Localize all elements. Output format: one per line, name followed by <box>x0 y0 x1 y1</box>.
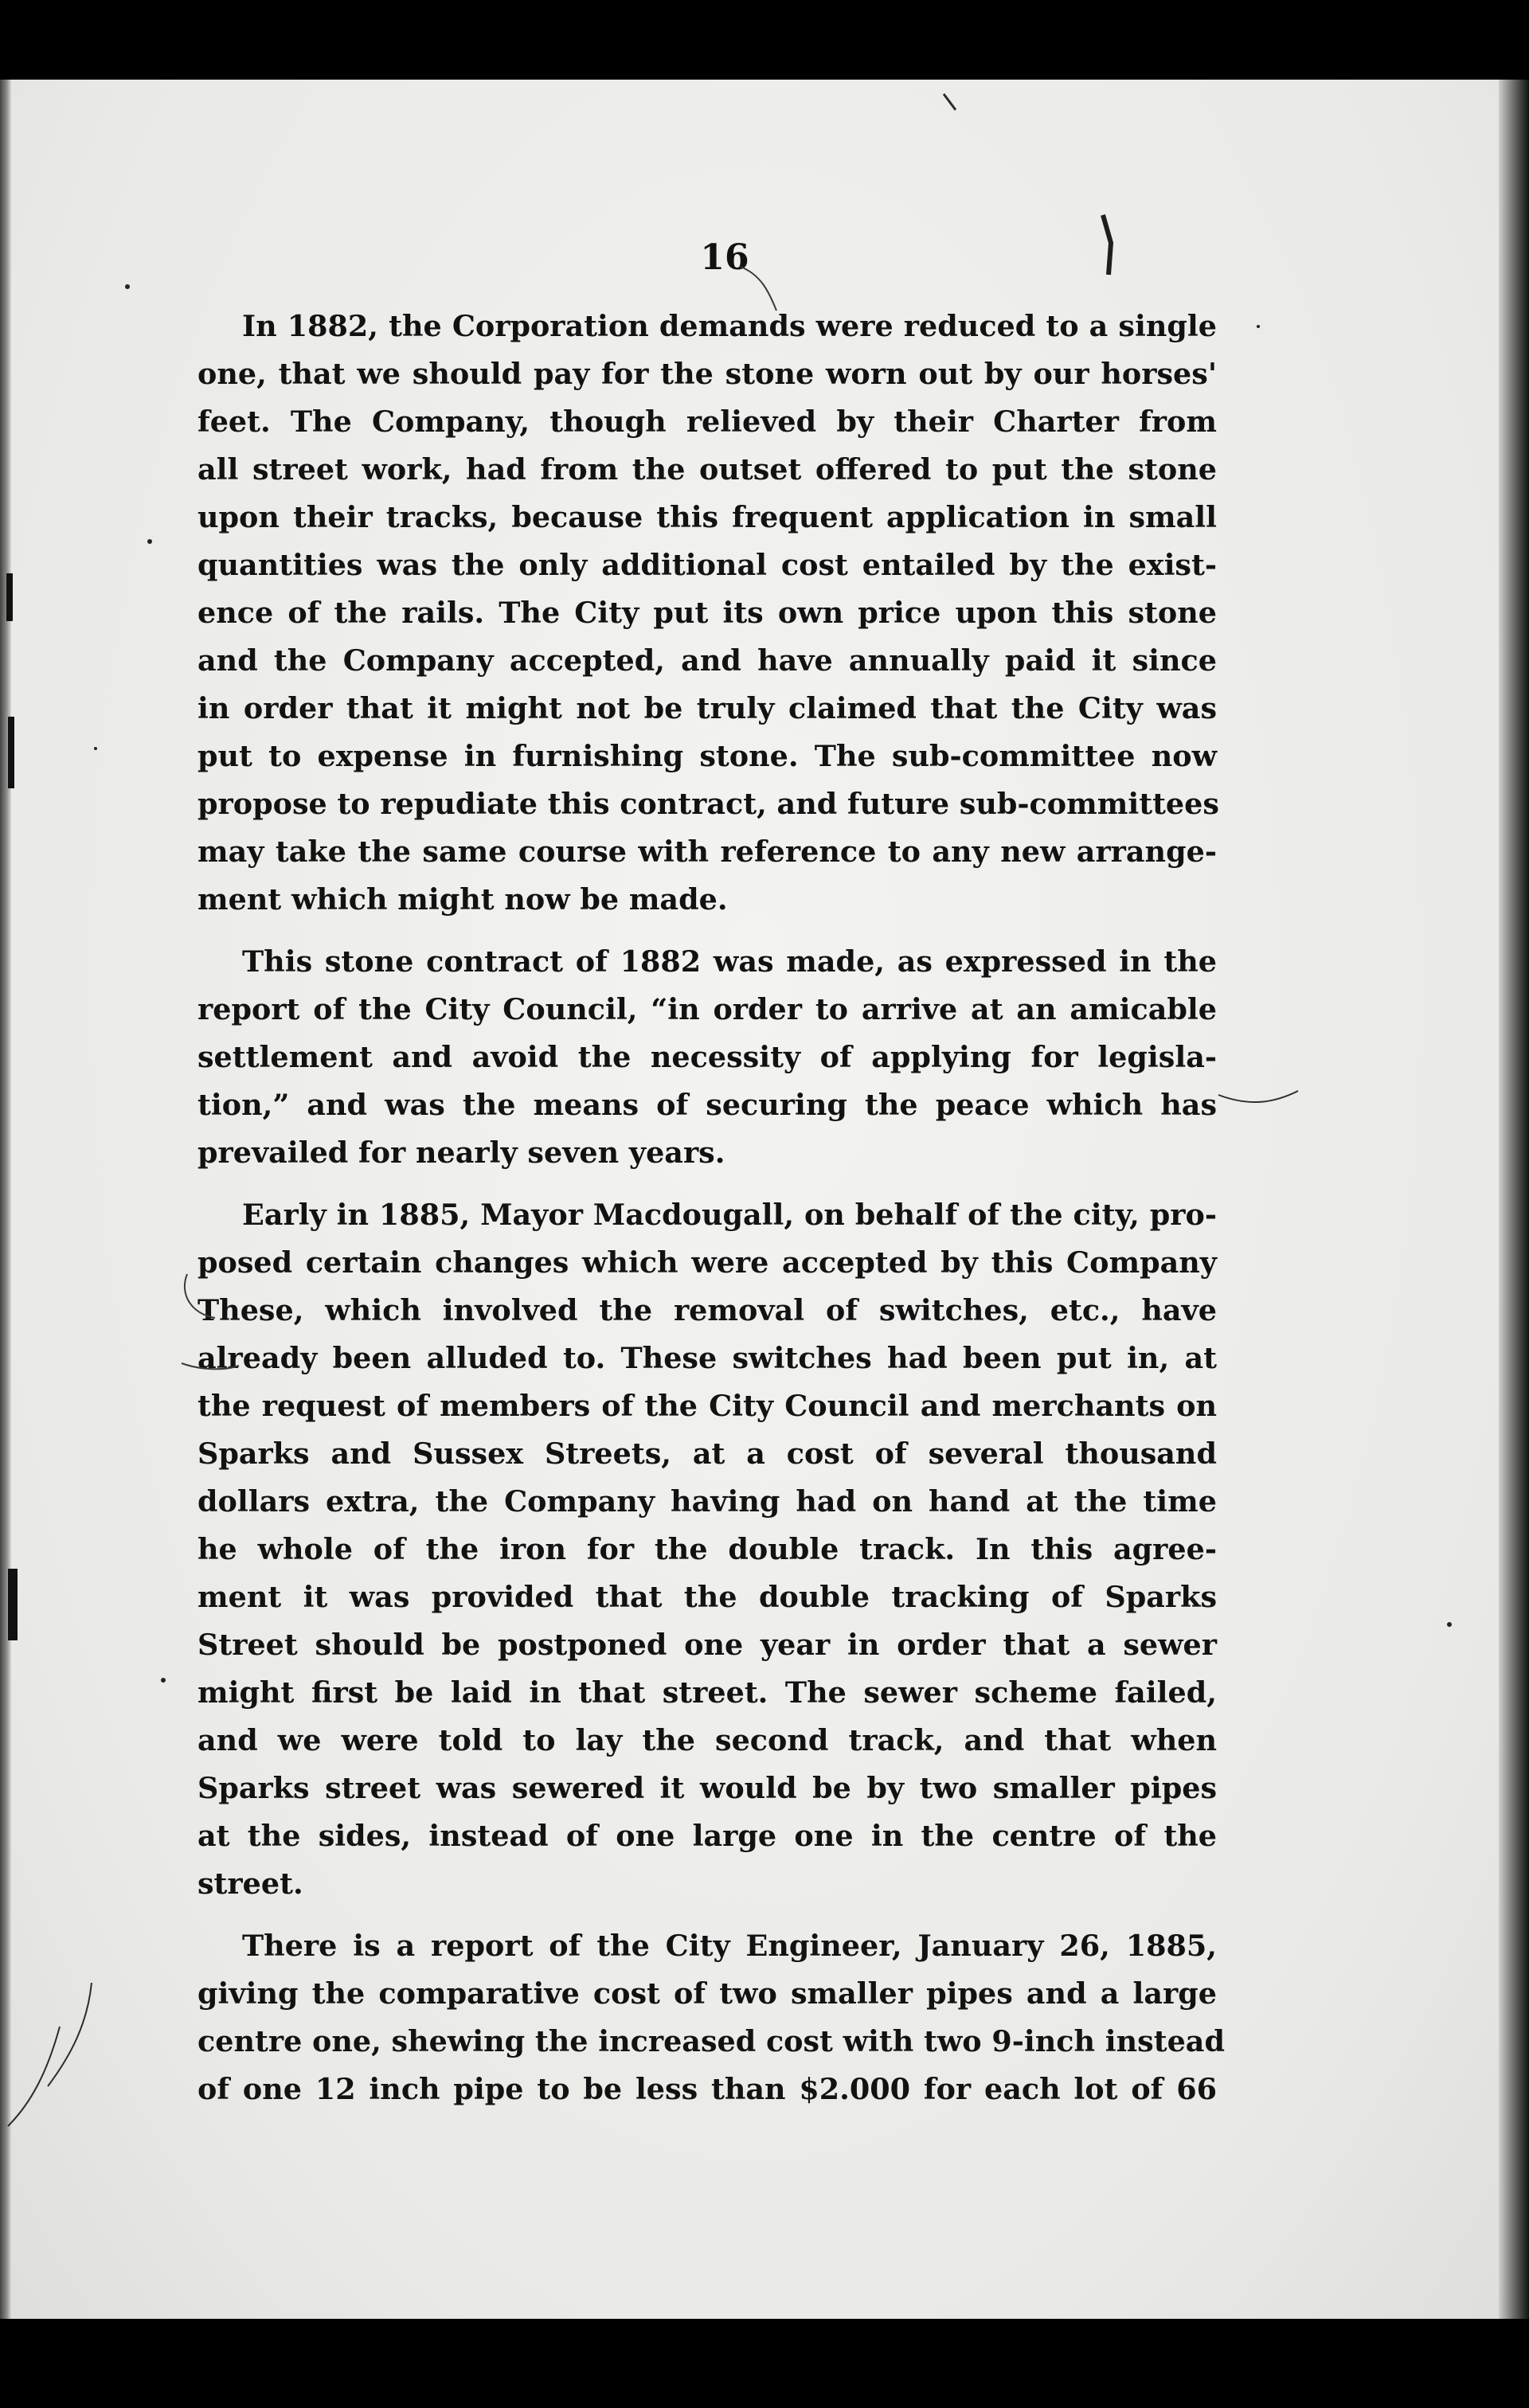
text-line: In 1882, the Corporation demands were reduced to a single <box>242 309 1217 343</box>
speck-6 <box>1257 325 1260 328</box>
text-line: already been alluded to. These switches had been put in, at <box>197 1341 1217 1375</box>
pencil-stroke-near-number <box>741 267 776 311</box>
text-line: centre one, shewing the increased cost with two 9-inch instead <box>197 2024 1225 2058</box>
text-line: quantities was the only additional cost entailed by the exist- <box>197 548 1217 582</box>
text-line: Street should be postponed one year in order that a sewer <box>197 1628 1217 1662</box>
text-line: dollars extra, the Company having had on hand at the time <box>197 1484 1217 1519</box>
pencil-line-lower-left <box>48 1983 92 2086</box>
pencil-curve-left <box>185 1274 215 1318</box>
pencil-curve-right <box>1218 1091 1298 1102</box>
speck-2 <box>147 539 152 544</box>
speck-5 <box>161 1678 166 1683</box>
text-line: in order that it might not be truly claimed that the City was <box>197 691 1217 725</box>
text-line: of one 12 inch pipe to be less than $2.000 for each lot of 66 <box>197 2072 1217 2106</box>
pencil-curve-left-2 <box>182 1363 239 1369</box>
text-line: may take the same course with reference to any new arrange- <box>197 835 1217 869</box>
text-line: ment which might now be made. <box>197 882 728 917</box>
text-line: upon their tracks, because this frequent application in small <box>197 500 1217 534</box>
text-line: Early in 1885, Mayor Macdougall, on behalf of the city, pro- <box>242 1198 1217 1232</box>
binding-mark-3 <box>8 1569 18 1640</box>
text-line: giving the comparative cost of two smaller pipes and a large <box>197 1976 1217 2011</box>
text-line: settlement and avoid the necessity of applying for legisla- <box>197 1040 1217 1074</box>
binding-mark-2 <box>8 717 14 788</box>
text-line: posed certain changes which were accepted by this Company <box>197 1245 1217 1280</box>
pencil-line-bottom-left <box>8 2027 60 2126</box>
text-line: and we were told to lay the second track, and that when <box>197 1723 1217 1757</box>
text-line: propose to repudiate this contract, and future sub-committees <box>197 787 1219 821</box>
text-line: tion,” and was the means of securing the peace which has <box>197 1088 1217 1122</box>
text-line: the request of members of the City Council and merchants on <box>197 1389 1217 1423</box>
text-line: report of the City Council, “in order to arrive at an amicable <box>197 992 1217 1026</box>
text-line: These, which involved the removal of switches, etc., have <box>197 1293 1217 1327</box>
binding-mark-1 <box>6 573 13 621</box>
text-line: prevailed for nearly seven years. <box>197 1136 725 1170</box>
text-line: street. <box>197 1867 303 1901</box>
pencil-tick-top <box>944 94 956 110</box>
text-line: feet. The Company, though relieved by their Charter from <box>197 405 1217 439</box>
text-line: There is a report of the City Engineer, January 26, 1885, <box>242 1929 1217 1963</box>
text-line: put to expense in furnishing stone. The sub-committee now <box>197 739 1217 773</box>
speck-4 <box>1447 1622 1452 1627</box>
text-line: ence of the rails. The City put its own price upon this stone <box>197 596 1217 630</box>
text-line: he whole of the iron for the double track. In this agree- <box>197 1532 1217 1566</box>
text-line: might first be laid in that street. The sewer scheme failed, <box>197 1675 1217 1710</box>
text-line: ment it was provided that the double tracking of Sparks <box>197 1580 1217 1614</box>
speck-3 <box>94 747 97 750</box>
text-line: This stone contract of 1882 was made, as expressed in the <box>242 944 1217 979</box>
text-line: one, that we should pay for the stone worn out by our horses' <box>197 357 1217 391</box>
text-line: Sparks and Sussex Streets, at a cost of several thousand <box>197 1437 1217 1471</box>
pencil-mark-top-right <box>1103 215 1111 275</box>
text-line: Sparks street was sewered it would be by two smaller pipes <box>197 1771 1217 1805</box>
text-line: all street work, had from the outset offered to put the stone <box>197 452 1217 487</box>
text-line: and the Company accepted, and have annually paid it since <box>197 643 1217 678</box>
text-line: at the sides, instead of one large one in the centre of the <box>197 1819 1217 1853</box>
page-number: 16 <box>700 237 749 278</box>
speck-1 <box>125 284 130 289</box>
